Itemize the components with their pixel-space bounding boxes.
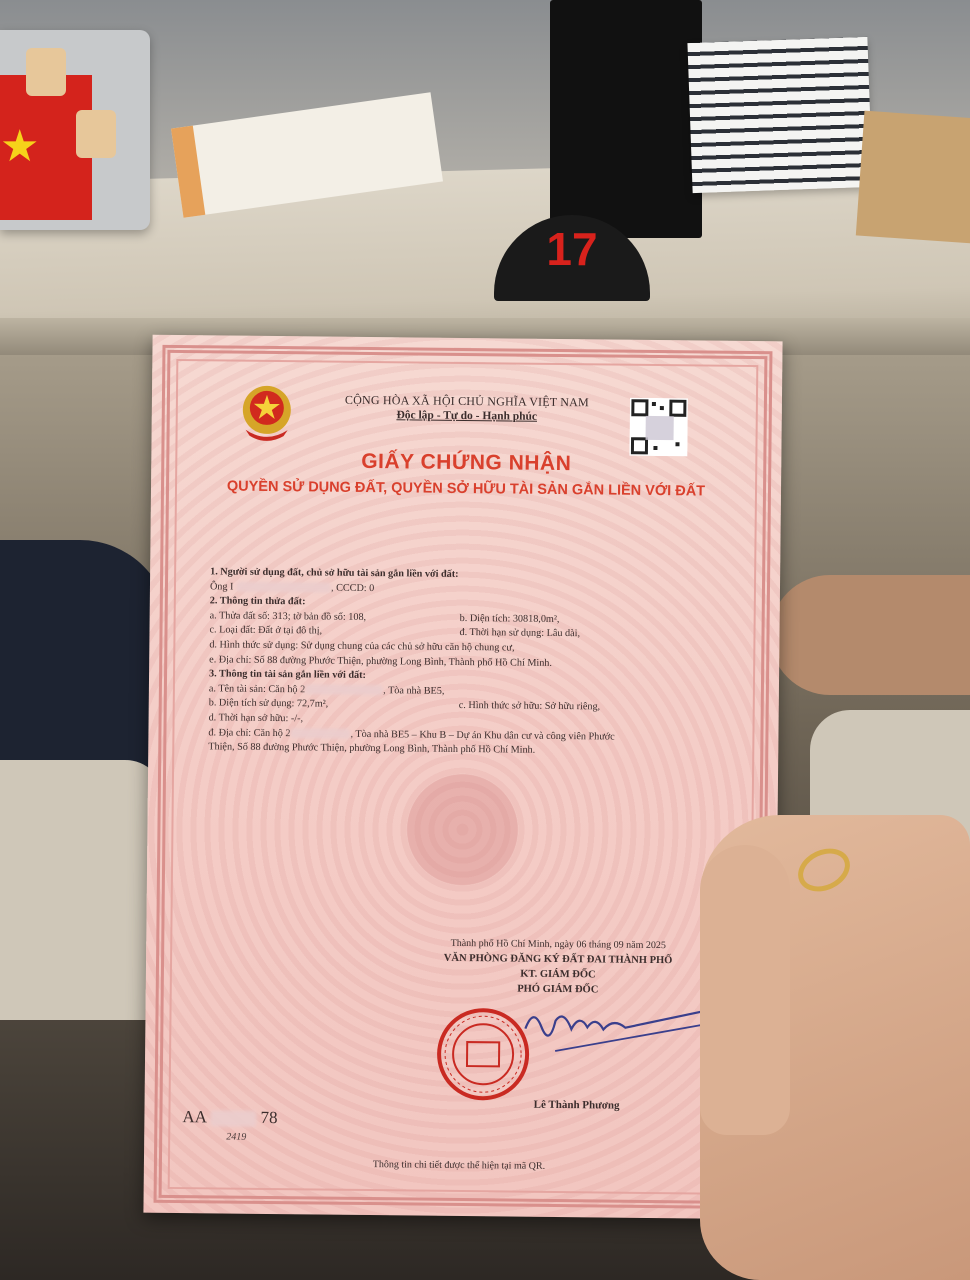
- asset-area: b. Diện tích sử dụng: 72,7m²,: [208, 697, 329, 710]
- asset-heading: 3. Thông tin tài sản gắn liền với đất:: [209, 668, 367, 682]
- paper-stack: [687, 37, 872, 193]
- cat-sticker: [26, 48, 66, 96]
- asset-building: , Tòa nhà BE5,: [383, 684, 445, 697]
- monitor: [550, 0, 702, 238]
- asset-address-line2: Thiện, Số 88 đường Phước Thiện, phường Long Bình, Thành phố Hồ Chí Minh.: [208, 741, 536, 756]
- land-heading: 2. Thông tin thửa đất:: [209, 595, 306, 608]
- flag-star-icon: ★: [0, 122, 40, 171]
- national-emblem-icon: [233, 380, 300, 447]
- qr-code-icon: [629, 398, 688, 457]
- redacted-unit: [305, 685, 383, 696]
- chair-left: [0, 760, 165, 1020]
- national-motto: Độc lập - Tự do - Hạnh phúc: [396, 409, 538, 423]
- certificate-subtitle: QUYỀN SỬ DỤNG ĐẤT, QUYỀN SỞ HỮU TÀI SẢN GẮN LIỀN VỚI ĐẤT: [226, 478, 706, 500]
- date-year: năm 2025: [626, 939, 666, 952]
- asset-term: d. Thời hạn sở hữu: -/-,: [208, 712, 304, 725]
- owner-heading: 1. Người sử dụng đất, chủ sở hữu tài sản gắn liền với đất:: [210, 566, 459, 580]
- person-arm-right: [770, 575, 970, 695]
- redacted-unit: [290, 728, 350, 739]
- land-b: b. Diện tích: 30818,0m²,: [459, 612, 560, 625]
- date-prefix: Thành phố Hồ Chí Minh, ngày: [450, 937, 574, 951]
- asset-name: a. Tên tài sản: Căn hộ 2: [208, 683, 306, 696]
- serial-prefix: AA: [182, 1107, 207, 1127]
- thumb: [700, 845, 790, 1135]
- deputy-director: PHÓ GIÁM ĐỐC: [517, 983, 599, 996]
- redacted-serial: [210, 1110, 256, 1126]
- date-month-label: tháng: [588, 939, 612, 951]
- asset-address-rest: , Tòa nhà BE5 – Khu B – Dự án Khu dân cư và công viên Phước: [350, 728, 615, 743]
- asset-address: đ. Địa chỉ: Căn hộ 2: [208, 726, 291, 739]
- owner-id: , CCCD: 0: [330, 582, 375, 594]
- redacted-name: [236, 582, 331, 593]
- land-a: a. Thửa đất số: 313; tờ bản đồ số: 108,: [209, 610, 367, 623]
- signature-block: [408, 937, 709, 996]
- serial-number: [182, 1107, 277, 1128]
- clipboard: [856, 111, 970, 245]
- desk-number: 17: [546, 223, 598, 275]
- asset-ownership: c. Hình thức sở hữu: Sở hữu riêng,: [458, 700, 601, 713]
- certificate-body: [208, 565, 730, 760]
- certificate-title: GIẤY CHỨNG NHẬN: [361, 449, 572, 476]
- land-c: c. Loại đất: Đất ở tại đô thị,: [209, 624, 323, 637]
- issuing-office: VĂN PHÒNG ĐĂNG KÝ ĐẤT ĐAI THÀNH PHỐ: [443, 952, 673, 967]
- land-form: d. Hình thức sử dụng: Sử dụng chung của các chủ sở hữu căn hộ chung cư,: [209, 639, 515, 654]
- serial-suffix: 78: [260, 1107, 278, 1128]
- cat-sticker: [76, 110, 116, 158]
- handwritten-note: 2419: [226, 1131, 247, 1143]
- owner-name: Ông I: [209, 580, 234, 593]
- date-day: 06: [576, 939, 587, 951]
- issue-date: [408, 937, 708, 951]
- kt-director: KT. GIÁM ĐỐC: [520, 968, 596, 981]
- signer-name: Lê Thành Phương: [533, 1098, 620, 1112]
- land-address: e. Địa chỉ: Số 88 đường Phước Thiện, phường Long Bình, Thành phố Hồ Chí Minh.: [209, 653, 553, 669]
- national-header: CỘNG HÒA XÃ HỘI CHỦ NGHĨA VIỆT NAM: [344, 392, 590, 410]
- land-use-certificate: [143, 335, 782, 1220]
- date-month: 09: [613, 939, 624, 951]
- qr-footer-note: Thông tin chi tiết được thể hiện tại mã QR.: [372, 1159, 546, 1172]
- land-term: đ. Thời hạn sử dụng: Lâu dài,: [459, 627, 581, 640]
